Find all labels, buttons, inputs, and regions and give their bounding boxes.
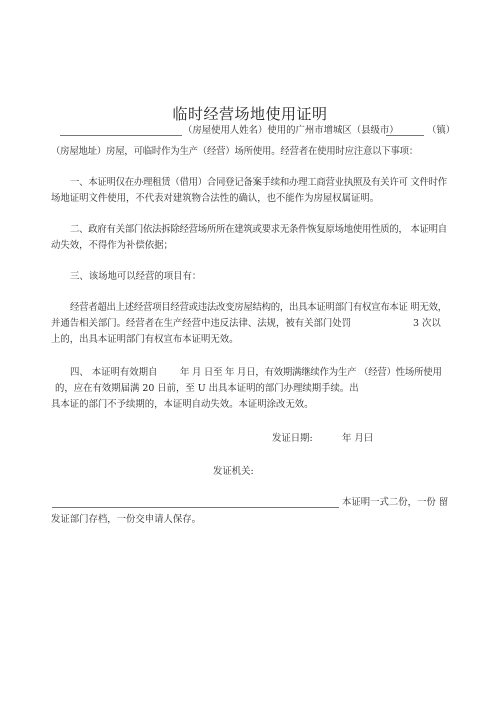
item4-line3: 具本证的部门不予续期的，本证明自动失效。本证明涂改无效。	[51, 399, 314, 410]
issue-agency-label: 发证机关:	[213, 466, 254, 477]
town-blank	[386, 135, 424, 136]
para1-line2: 并通告相关部门。经营者在生产经营中违反法律、法规，被有关部门处罚	[51, 318, 352, 329]
para1-count: 3 次以	[413, 318, 441, 329]
footer-line1: 本证明一式二份，一份 留	[342, 497, 449, 508]
footer-line2: 发证部门存档，一份交申请人保存。	[51, 514, 202, 525]
owner-name-blank	[60, 135, 182, 136]
item3-line: 三、该场地可以经营的项目有：	[70, 271, 202, 282]
footer-blank	[52, 507, 339, 508]
para1-line3: 上的，出具本证明部门有权宣布本证明无效。	[51, 334, 239, 345]
issue-date-value: 年 月曰	[342, 433, 374, 444]
item1-line2: 场地证明文件使用，不代表对建筑物合法性的确认，也不能作为房屋权属证明。	[51, 193, 380, 204]
para1-line1: 经营者超出上述经营项目经营或违法改变房屋结构的，出具本证明部门有权宣布本证 明无效，	[70, 302, 447, 313]
town-label: （镇）	[427, 125, 456, 136]
item2-line2: 动失效，不得作为补偿依据；	[51, 240, 173, 251]
item2-line1: 二、政府有关部门依法拆除经营场所所在建筑或要求无条件恢复原场地使用性质的， 本证明自	[70, 224, 447, 235]
item4-line2: 的，应在有效期届满 20 日前，至 U 出具本证明的部门办理续期手续。出	[55, 383, 359, 394]
issue-date-label: 发证日期:	[272, 433, 313, 444]
item1-line1: 一、本证明仅在办理租赁（借用）合同登记备案手续和办理工商营业执照及有关许可 文件时作	[70, 177, 447, 188]
item4-start: 四、 本证明有效期自	[70, 367, 158, 378]
item4-dates: 年 月 日至 年 月日，有效期满继续作为生产 （经营）性场所使用	[180, 367, 442, 378]
document-title: 临时经营场地使用证明	[172, 105, 328, 123]
owner-label: （房屋使用人姓名）使用的广州市增城区（县级市）	[183, 125, 399, 136]
address-line: （房屋地址）房屋，可临时作为生产（经营）场所使用。经营者在使用时应注意以下事项：	[51, 146, 419, 157]
